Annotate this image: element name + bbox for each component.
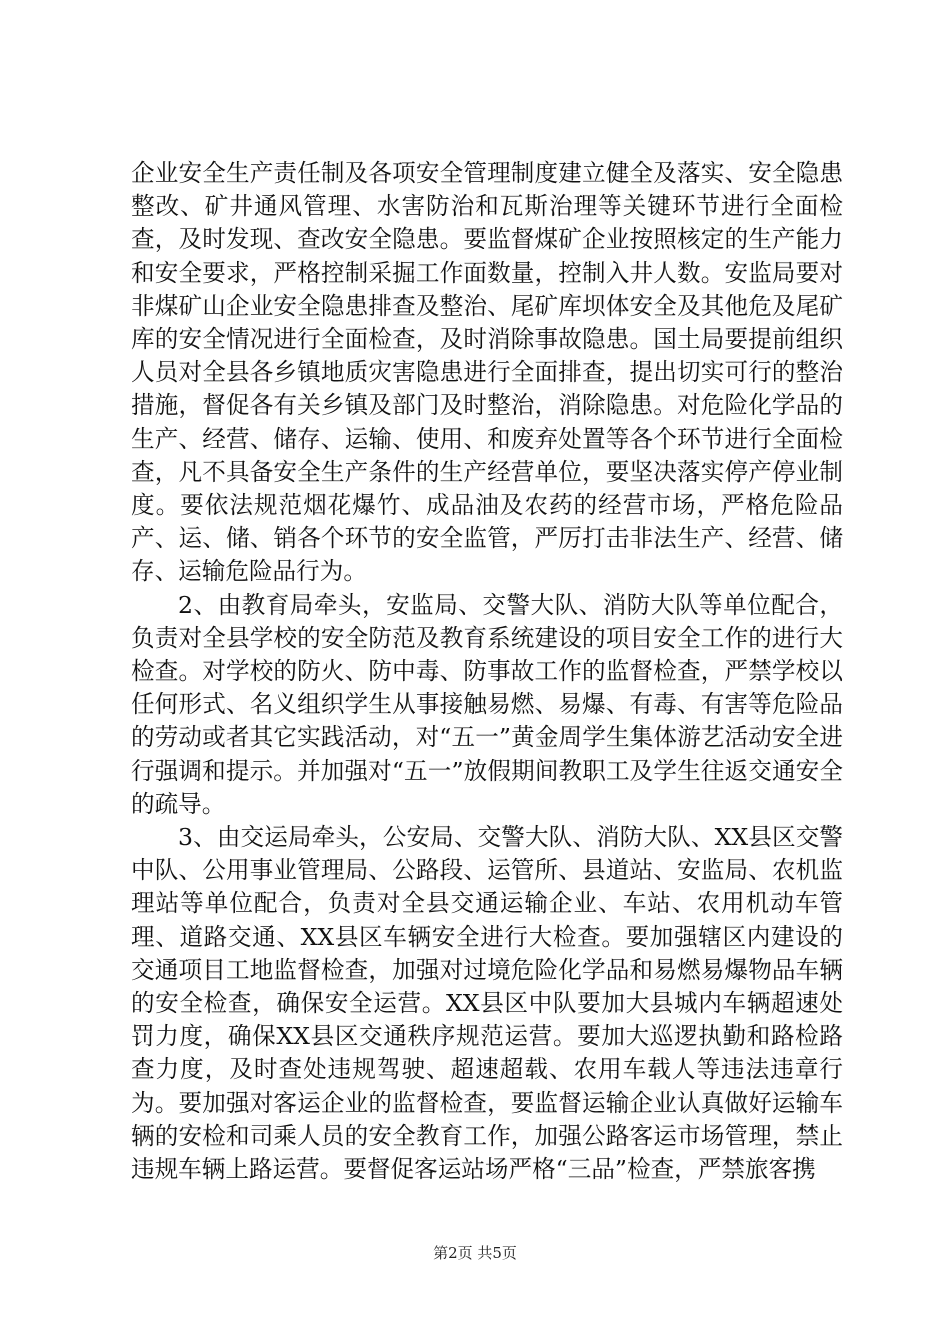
paragraph-item-3: 3、由交运局牵头，公安局、交警大队、消防大队、XX县区交警中队、公用事业管理局、公路段、运管所、县道站、安监局、农机监理站等单位配合，负责对全县交通运输企业、车站、农用机动车管理、道路交通、XX县区车辆安全进行大检查。要加强辖区内建设的交通项目工地监督检查，加强对过境危险化学品和易燃易爆物品车辆的安全检查，确保安全运营。XX县区中队要加大县城内车辆超速处罚力度，确保XX县区交通秩序规范运营。要加大巡逻执勤和路检路查力度，及时查处违规驾驶、超速超载、农用车载人等违法违章行为。要加强对客运企业的监督检查，要监督运输企业认真做好运输车辆的安检和司乘人员的安全教育工作，加强公路客运市场管理，禁止违规车辆上路运营。要督促客运站场严格“三品”检查，严禁旅客携	[131, 823, 843, 1184]
document-body	[131, 157, 843, 1186]
paragraph-item-2: 2、由教育局牵头，安监局、交警大队、消防大队等单位配合，负责对全县学校的安全防范及教育系统建设的项目安全工作的进行大检查。对学校的防火、防中毒、防事故工作的监督检查，严禁学校以任何形式、名义组织学生从事接触易燃、易爆、有毒、有害等危险品的劳动或者其它实践活动，对“五一”黄金周学生集体游艺活动安全进行强调和提示。并加强对“五一”放假期间教职工及学生往返交通安全的疏导。	[131, 590, 843, 818]
paragraph-continuation: 企业安全生产责任制及各项安全管理制度建立健全及落实、安全隐患整改、矿井通风管理、水害防治和瓦斯治理等关键环节进行全面检查，及时发现、查改安全隐患。要监督煤矿企业按照核定的生产能力和安全要求，严格控制采掘工作面数量，控制入井人数。安监局要对非煤矿山企业安全隐患排查及整治、尾矿库坝体安全及其他危及尾矿库的安全情况进行全面检查，及时消除事故隐患。国土局要提前组织人员对全县各乡镇地质灾害隐患进行全面排查，提出切实可行的整治措施，督促各有关乡镇及部门及时整治，消除隐患。对危险化学品的生产、经营、储存、运输、使用、和废弃处置等各个环节进行全面检查，凡不具备安全生产条件的生产经营单位，要坚决落实停产停业制度。要依法规范烟花爆竹、成品油及农药的经营市场，严格危险品产、运、储、销各个环节的安全监管，严厉打击非法生产、经营、储存、运输危险品行为。	[131, 159, 843, 586]
page-number-footer: 第2页 共5页	[433, 1244, 517, 1262]
